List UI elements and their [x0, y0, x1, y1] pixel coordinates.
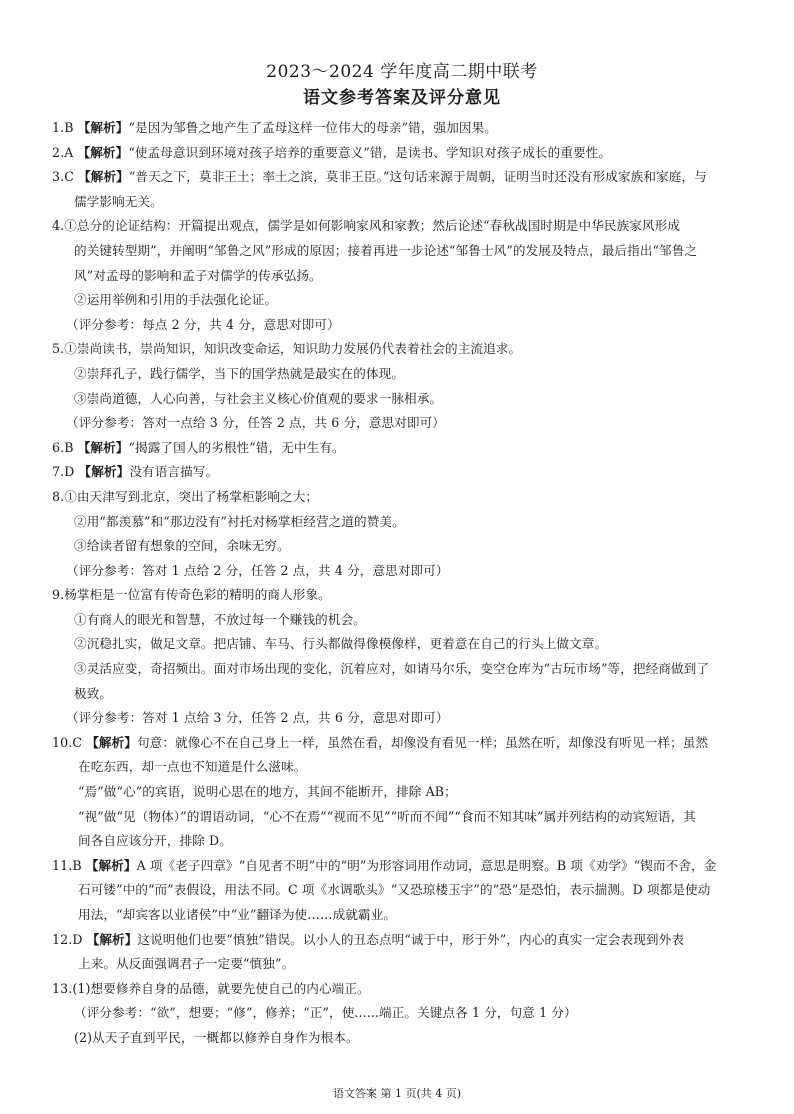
- answer-10-line-2: 在吃东西，却一点也不知道是什么滋味。: [78, 759, 307, 775]
- answer-5-score: （评分参考：答对一点给 3 分，任答 2 点，共 6 分，意思对即可）: [66, 415, 445, 431]
- answer-4-line-3: 风”对孟母的影响和孟子对儒学的传承弘扬。: [74, 267, 322, 283]
- answer-5-line-1: 5.①崇尚读书，崇尚知识，知识改变命运，知识助力发展仍代表着社会的主流追求。: [52, 341, 522, 357]
- answer-7: [52, 460, 752, 485]
- answer-3-continued: 儒学影响无关。: [74, 193, 163, 209]
- answer-2-tag: 【解析】: [77, 144, 129, 160]
- answer-10-line-4: “视”做“见（物体）”的谓语动词，“心不在焉”“视而不见”“听而不闻”“食而不知其味”属并列结构的动宾短语，其: [78, 808, 696, 824]
- answer-11: [52, 854, 752, 879]
- answer-7-text: 没有语言描写。: [129, 464, 219, 480]
- answer-9-line-5: 极致。: [74, 685, 113, 701]
- answer-10-tag: 【解析】: [86, 734, 137, 750]
- answer-13-line-1: 13.(1)想要修养自身的品德，就要先使自己的内心端正。: [52, 980, 370, 996]
- answer-12: [52, 928, 752, 953]
- answer-10-line-3: “焉”做“心”的宾语，说明心思在的地方，其间不能断开，排除 AB；: [78, 784, 457, 800]
- answer-12-text: 这说明他们也要“慎独”错误。以小人的丑态点明“诚于中，形于外”，内心的真实一定会表现到外表: [137, 931, 685, 947]
- answer-10-number: 10.C: [52, 734, 83, 750]
- answer-10-text: 句意：就像心不在自己身上一样，虽然在看，却像没有看见一样；虽然在听，却像没有听见一样；虽然: [136, 734, 709, 750]
- page-footer: 语文答案 第 1 页(共 4 页): [332, 1087, 462, 1100]
- answer-2-number: 2.A: [52, 144, 74, 160]
- answer-11-text: A 项《老子四章》“自见者不明”中的“明”为形容词用作动词，意思是明察。B 项《劝学》“锲而不舍，金: [136, 857, 717, 873]
- answer-9-line-3: ②沉稳扎实，做足文章。把店铺、车马、行头都做得像模像样，更着意在自己的行头上做文章。: [74, 636, 608, 652]
- answer-8-line-1: 8.①由天津写到北京，突出了杨掌柜影响之大；: [52, 488, 319, 504]
- answer-1-tag: 【解析】: [77, 120, 129, 135]
- answer-4-score: （评分参考：每点 2 分，共 4 分，意思对即可）: [66, 316, 340, 332]
- answer-3-text: “普天之下，莫非王土；率土之滨，莫非王臣。”这句话来源于周朝，证明当时还没有形成家族和家庭，与: [128, 169, 707, 185]
- answer-1-text: “是因为邹鲁之地产生了孟母这样一位伟大的母亲”错，强加因果。: [128, 120, 497, 135]
- answer-6: [52, 436, 752, 461]
- answer-11-line-2: 石可镂”中的“而”表假设，用法不同。C 项《水调歌头》“又恐琼楼玉宇”的“恐”是恐怕，表示揣测。D 项都是使动: [78, 882, 711, 898]
- answer-7-tag: 【解析】: [78, 464, 130, 480]
- answer-1: [52, 116, 752, 141]
- answer-4-line-2: 的关键转型期”，并阐明“邹鲁之风”形成的原因；接着再进一步论述“邹鲁士风”的发展及特点，最后指出“邹鲁之: [74, 242, 698, 258]
- answer-6-text: “揭露了国人的劣根性”错，无中生有。: [128, 439, 345, 455]
- answer-9-score: （评分参考：答对 1 点给 3 分，任答 2 点，共 6 分，意思对即可）: [66, 710, 449, 726]
- answer-11-tag: 【解析】: [85, 857, 137, 873]
- answer-6-number: 6.B: [52, 439, 74, 455]
- answer-2-text: “使孟母意识到环境对孩子培养的重要意义”错，是读书、学知识对孩子成长的重要性。: [128, 144, 612, 160]
- answer-7-number: 7.D: [52, 464, 75, 480]
- answer-9-line-4: ③灵活应变，奇招频出。面对市场出现的变化，沉着应对，如请马尔乐，变空仓库为“古玩市场”等，把经商做到了: [74, 661, 710, 677]
- answer-12-line-2: 上来。从反面强调君子一定要“慎独”。: [78, 956, 295, 972]
- answer-3: [52, 165, 752, 190]
- answer-10: [52, 731, 752, 756]
- answer-11-line-3: 用法，“却宾客以业诸侯”中“业”翻译为使……成就霸业。: [78, 907, 397, 922]
- answer-8-score: （评分参考：答对 1 点给 2 分，任答 2 点，共 4 分，意思对即可）: [66, 562, 449, 578]
- answer-3-tag: 【解析】: [78, 169, 129, 185]
- answer-11-number: 11.B: [52, 857, 82, 873]
- main-title: 语文参考答案及评分意见: [303, 88, 501, 108]
- answer-10-line-5: 间各自应该分开，排除 D。: [78, 833, 232, 849]
- answer-12-tag: 【解析】: [86, 931, 138, 947]
- answer-9-line-2: ①有商人的眼光和智慧，不放过每一个赚钱的机会。: [74, 611, 366, 627]
- answer-3-number: 3.C: [52, 169, 74, 185]
- answer-4-line-1: 4.①总分的论证结构：开篇提出观点，儒学是如何影响家风和家教；然后论述“春秋战国时期是中华民族家风形成: [52, 218, 681, 234]
- answer-13-line-3: (2)从天子直到平民，一概都以修养自身作为根本。: [74, 1029, 359, 1045]
- answer-6-tag: 【解析】: [77, 439, 129, 455]
- answer-8-line-2: ②用“都羡慕”和“那边没有”衬托对杨掌柜经营之道的赞美。: [74, 513, 405, 529]
- year-title: 2023～2024 学年度高二期中联考: [266, 62, 538, 82]
- answer-9-line-1: 9.杨掌柜是一位富有传奇色彩的精明的商人形象。: [52, 587, 331, 603]
- answer-4-line-4: ②运用举例和引用的手法强化论证。: [74, 292, 278, 308]
- answer-8-line-3: ③给读者留有想象的空间，余味无穷。: [74, 538, 290, 554]
- answer-12-number: 12.D: [52, 931, 83, 947]
- answer-5-line-2: ②崇拜孔子，践行儒学，当下的国学热就是最实在的体现。: [74, 365, 405, 381]
- answer-2: [52, 141, 752, 166]
- answer-5-line-3: ③崇尚道德，人心向善，与社会主义核心价值观的要求一脉相承。: [74, 390, 443, 406]
- answer-1-number: 1.B: [52, 120, 74, 135]
- answer-13-score: （评分参考：“欲”，想要；“修”，修养；“正”，使......端正。关键点各 1 分，句意 1 分）: [74, 1005, 577, 1021]
